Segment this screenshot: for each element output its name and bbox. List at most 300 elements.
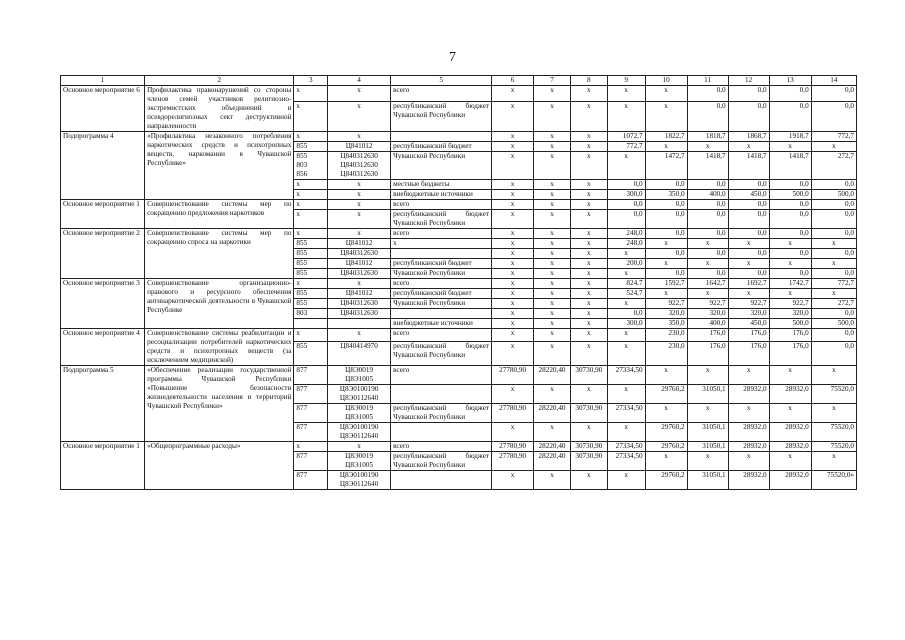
- value-cell: 0,0: [645, 229, 687, 239]
- funding-source-cell: [391, 385, 492, 404]
- value-cell: x: [570, 329, 607, 342]
- value-cell: x: [607, 385, 645, 404]
- value-cell: 0,0: [645, 200, 687, 210]
- value-cell: x: [607, 341, 645, 365]
- value-cell: 1692,7: [728, 279, 769, 289]
- value-cell: x: [570, 239, 607, 249]
- value-cell: x: [534, 259, 571, 269]
- value-cell: 1642,7: [687, 279, 728, 289]
- value-cell: x: [570, 269, 607, 279]
- value-cell: 30730,90: [570, 366, 607, 385]
- value-cell: 28932,0: [769, 442, 811, 452]
- header-cell: 1: [61, 76, 145, 86]
- table-row: [61, 366, 857, 385]
- value-cell: 0,0: [645, 210, 687, 229]
- value-cell: x: [769, 404, 811, 423]
- budget-code-cell: [328, 471, 391, 490]
- value-cell: 922,7: [687, 299, 728, 309]
- value-cell: 176,0: [728, 329, 769, 342]
- value-cell: x: [811, 452, 856, 471]
- value-cell: x: [811, 239, 856, 249]
- program-title-cell: «Профилактика незаконного потребления наркотических средств и психотропных веществ, наркомании в Чувашской Республике»: [145, 132, 294, 200]
- value-cell: x: [687, 239, 728, 249]
- admin-code-cell: x: [294, 86, 328, 102]
- admin-code-cell: 855: [294, 289, 328, 299]
- funding-source-cell: республиканский бюджет Чувашской Республики: [391, 404, 492, 423]
- value-cell: x: [728, 404, 769, 423]
- value-cell: 230,0: [645, 341, 687, 365]
- value-cell: x: [769, 259, 811, 269]
- value-cell: x: [570, 86, 607, 102]
- value-cell: x: [645, 404, 687, 423]
- value-cell: 30730,90: [570, 452, 607, 471]
- header-cell: 14: [811, 76, 856, 86]
- cell-line: Ц8Э0100190: [339, 385, 379, 393]
- budget-code-cell: Ц840414970: [328, 341, 391, 365]
- table-row: [61, 132, 857, 142]
- value-cell: 29760,2: [645, 471, 687, 490]
- value-cell: 1818,7: [687, 132, 728, 142]
- value-cell: x: [687, 452, 728, 471]
- value-cell: 248,0: [607, 229, 645, 239]
- cell-line: Ц840312630: [340, 152, 378, 160]
- admin-code-cell: x: [294, 132, 328, 142]
- table-row: [61, 86, 857, 102]
- value-cell: 28932,0: [728, 385, 769, 404]
- funding-source-cell: республиканский бюджет: [391, 142, 492, 152]
- funding-source-cell: внебюджетные источники: [391, 190, 492, 200]
- value-cell: x: [645, 366, 687, 385]
- value-cell: 1742,7: [769, 279, 811, 289]
- cell-line: Ц8Э0112640: [339, 432, 379, 440]
- value-cell: 30730,90: [570, 442, 607, 452]
- value-cell: 922,7: [645, 299, 687, 309]
- value-cell: 28220,40: [534, 452, 571, 471]
- budget-code-cell: Ц840312630: [328, 299, 391, 309]
- value-cell: x: [687, 259, 728, 269]
- header-cell: 9: [607, 76, 645, 86]
- value-cell: x: [607, 86, 645, 102]
- value-cell: x: [607, 471, 645, 490]
- value-cell: 922,7: [769, 299, 811, 309]
- value-cell: x: [492, 200, 534, 210]
- program-name-cell: Основное мероприятие 3: [61, 279, 145, 329]
- value-cell: 1418,7: [728, 152, 769, 180]
- value-cell: x: [492, 259, 534, 269]
- value-cell: 0,0: [811, 249, 856, 259]
- value-cell: 176,0: [687, 341, 728, 365]
- program-name-cell: Основное мероприятие 2: [61, 229, 145, 279]
- header-cell: 11: [687, 76, 728, 86]
- value-cell: 1418,7: [769, 152, 811, 180]
- value-cell: 28220,40: [534, 442, 571, 452]
- value-cell: x: [645, 289, 687, 299]
- value-cell: x: [534, 210, 571, 229]
- admin-code-cell: x: [294, 101, 328, 131]
- value-cell: 0,0: [728, 200, 769, 210]
- value-cell: x: [534, 341, 571, 365]
- funding-source-cell: [391, 132, 492, 142]
- cell-line: Ц8Э0100190: [339, 471, 379, 479]
- value-cell: 0,0: [728, 229, 769, 239]
- value-cell: x: [492, 279, 534, 289]
- value-cell: x: [769, 142, 811, 152]
- value-cell: x: [534, 289, 571, 299]
- budget-code-cell: Ц841012: [328, 259, 391, 269]
- admin-code-cell: 803: [294, 309, 328, 319]
- value-cell: 0,0: [769, 86, 811, 102]
- budget-code-cell: Ц840312630: [328, 249, 391, 259]
- value-cell: 28932,0: [728, 442, 769, 452]
- value-cell: 0,0: [645, 249, 687, 259]
- value-cell: 320,0: [687, 309, 728, 319]
- value-cell: x: [570, 299, 607, 309]
- value-cell: 28220,40: [534, 404, 571, 423]
- value-cell: 1868,7: [728, 132, 769, 142]
- value-cell: x: [811, 366, 856, 385]
- cell-line: Ц8Э0112640: [339, 480, 379, 488]
- value-cell: 0,0: [811, 180, 856, 190]
- budget-code-cell: [328, 319, 391, 329]
- value-cell: 0,0: [687, 229, 728, 239]
- value-cell: x: [534, 200, 571, 210]
- page-number: 7: [449, 50, 456, 65]
- value-cell: x: [570, 101, 607, 131]
- value-cell: x: [570, 249, 607, 259]
- value-cell: x: [645, 142, 687, 152]
- value-cell: x: [534, 229, 571, 239]
- value-cell: x: [570, 200, 607, 210]
- value-cell: 0,0: [607, 200, 645, 210]
- cell-line: 803: [296, 161, 308, 169]
- value-cell: x: [534, 309, 571, 319]
- budget-code-cell: x: [328, 101, 391, 131]
- value-cell: x: [492, 229, 534, 239]
- value-cell: 772,7: [607, 142, 645, 152]
- value-cell: 0,0: [728, 269, 769, 279]
- value-cell: 1072,7: [607, 132, 645, 142]
- value-cell: x: [534, 279, 571, 289]
- admin-code-cell: x: [294, 190, 328, 200]
- admin-code-cell: 877: [294, 385, 328, 404]
- table-row: [61, 200, 857, 210]
- value-cell: x: [769, 239, 811, 249]
- value-cell: x: [534, 471, 571, 490]
- value-cell: 75520,0: [811, 423, 856, 442]
- value-cell: 0,0: [769, 180, 811, 190]
- funding-source-cell: всего: [391, 366, 492, 385]
- budget-code-cell: x: [328, 180, 391, 190]
- value-cell: 29760,2: [645, 423, 687, 442]
- value-cell: x: [534, 132, 571, 142]
- budget-code-cell: Ц841012: [328, 289, 391, 299]
- value-cell: x: [769, 366, 811, 385]
- value-cell: 75520,0: [811, 385, 856, 404]
- budget-code-cell: [328, 152, 391, 180]
- value-cell: 0,0: [811, 200, 856, 210]
- admin-code-cell: 855: [294, 299, 328, 309]
- value-cell: x: [570, 259, 607, 269]
- value-cell: 230,0: [645, 329, 687, 342]
- header-cell: 7: [534, 76, 571, 86]
- value-cell: x: [728, 142, 769, 152]
- value-cell: x: [570, 190, 607, 200]
- value-cell: x: [570, 471, 607, 490]
- value-cell: 272,7: [811, 299, 856, 309]
- value-cell: 400,0: [687, 190, 728, 200]
- admin-code-cell: 855: [294, 239, 328, 249]
- value-cell: x: [607, 101, 645, 131]
- value-cell: 0,0: [769, 200, 811, 210]
- admin-code-cell: 877: [294, 366, 328, 385]
- value-cell: x: [492, 385, 534, 404]
- value-cell: x: [811, 142, 856, 152]
- value-cell: 0,0: [645, 180, 687, 190]
- value-cell: x: [728, 452, 769, 471]
- budget-code-cell: x: [328, 229, 391, 239]
- program-name-cell: Основное мероприятие 4: [61, 329, 145, 366]
- admin-code-cell: x: [294, 229, 328, 239]
- program-title-cell: «Общепрограммные расходы»: [145, 442, 294, 490]
- table-row: [61, 442, 857, 452]
- value-cell: x: [534, 239, 571, 249]
- value-cell: 0,0: [687, 249, 728, 259]
- value-cell: 300,0: [607, 319, 645, 329]
- value-cell: x: [492, 239, 534, 249]
- value-cell: x: [492, 319, 534, 329]
- value-cell: 500,0: [769, 190, 811, 200]
- value-cell: 0,0: [687, 180, 728, 190]
- cell-line: Ц8Э0100190: [339, 423, 379, 431]
- value-cell: x: [534, 86, 571, 102]
- value-cell: 176,0: [728, 341, 769, 365]
- admin-code-cell: 877: [294, 452, 328, 471]
- funding-source-cell: x: [391, 239, 492, 249]
- value-cell: 176,0: [769, 341, 811, 365]
- value-cell: 320,0: [645, 309, 687, 319]
- admin-code-cell: 855: [294, 259, 328, 269]
- value-cell: 31050,1: [687, 385, 728, 404]
- value-cell: x: [570, 142, 607, 152]
- value-cell: x: [570, 341, 607, 365]
- value-cell: x: [570, 289, 607, 299]
- value-cell: x: [607, 299, 645, 309]
- value-cell: 500,0: [769, 319, 811, 329]
- value-cell: x: [492, 132, 534, 142]
- value-cell: 29760,2: [645, 385, 687, 404]
- header-cell: 2: [145, 76, 294, 86]
- table-row: [61, 329, 857, 342]
- budget-code-cell: Ц840312630: [328, 269, 391, 279]
- admin-code-cell: x: [294, 180, 328, 190]
- funding-source-cell: Чувашской Республики: [391, 152, 492, 180]
- value-cell: x: [492, 180, 534, 190]
- value-cell: 0,0: [687, 269, 728, 279]
- value-cell: 0,0: [728, 180, 769, 190]
- value-cell: 320,0: [728, 309, 769, 319]
- funding-source-cell: республиканский бюджет: [391, 289, 492, 299]
- value-cell: 272,7: [811, 152, 856, 180]
- value-cell: x: [492, 210, 534, 229]
- cell-line: Ц8Э0112640: [339, 394, 379, 402]
- admin-code-cell: [294, 152, 328, 180]
- cell-line: Ц8Э0019: [345, 366, 374, 374]
- budget-code-cell: x: [328, 442, 391, 452]
- value-cell: x: [570, 309, 607, 319]
- value-cell: 0,0: [687, 210, 728, 229]
- value-cell: x: [570, 229, 607, 239]
- value-cell: x: [811, 289, 856, 299]
- value-cell: 0,0: [769, 210, 811, 229]
- budget-code-cell: x: [328, 279, 391, 289]
- value-cell: 0,0: [728, 101, 769, 131]
- value-cell: x: [607, 269, 645, 279]
- value-cell: 27780,90: [492, 404, 534, 423]
- value-cell: x: [607, 249, 645, 259]
- budget-code-cell: x: [328, 210, 391, 229]
- value-cell: 27334,50: [607, 442, 645, 452]
- value-cell: 400,0: [687, 319, 728, 329]
- cell-line: 856: [296, 170, 308, 178]
- value-cell: 350,0: [645, 319, 687, 329]
- value-cell: x: [534, 319, 571, 329]
- value-cell: x: [570, 132, 607, 142]
- budget-code-cell: Ц841012: [328, 239, 391, 249]
- budget-code-cell: x: [328, 329, 391, 342]
- value-cell: x: [492, 86, 534, 102]
- value-cell: 772,7: [811, 132, 856, 142]
- value-cell: x: [645, 86, 687, 102]
- cell-line: Ц8Э1005: [345, 413, 374, 421]
- value-cell: 450,0: [728, 319, 769, 329]
- value-cell: x: [570, 210, 607, 229]
- value-cell: x: [492, 152, 534, 180]
- program-name-cell: Подпрограмма 4: [61, 132, 145, 200]
- value-cell: x: [534, 190, 571, 200]
- budget-code-cell: x: [328, 86, 391, 102]
- value-cell: 28220,40: [534, 366, 571, 385]
- admin-code-cell: x: [294, 329, 328, 342]
- value-cell: 0,0: [645, 269, 687, 279]
- funding-source-cell: всего: [391, 442, 492, 452]
- value-cell: x: [811, 404, 856, 423]
- value-cell: 1418,7: [687, 152, 728, 180]
- value-cell: x: [728, 366, 769, 385]
- value-cell: x: [687, 142, 728, 152]
- program-name-cell: Основное мероприятие 1: [61, 442, 145, 490]
- value-cell: 31050,1: [687, 423, 728, 442]
- value-cell: x: [534, 385, 571, 404]
- funding-source-cell: республиканский бюджет: [391, 259, 492, 269]
- value-cell: x: [492, 101, 534, 131]
- value-cell: x: [534, 180, 571, 190]
- value-cell: 27334,50: [607, 404, 645, 423]
- program-title-cell: Профилактика правонарушений со стороны членов семей участников религиозно-экстремистских объединений и псевдорелигиозных сект деструктивной направленности: [145, 86, 294, 132]
- value-cell: x: [645, 452, 687, 471]
- value-cell: 30730,90: [570, 404, 607, 423]
- value-cell: 0,0: [728, 210, 769, 229]
- value-cell: 0,0: [687, 86, 728, 102]
- value-cell: x: [492, 329, 534, 342]
- value-cell: x: [607, 152, 645, 180]
- value-cell: 248,0: [607, 239, 645, 249]
- value-cell: 0,0: [811, 309, 856, 319]
- funding-source-cell: республиканский бюджет Чувашской Республики: [391, 101, 492, 131]
- value-cell: 0,0: [811, 341, 856, 365]
- value-cell: 0,0: [811, 229, 856, 239]
- value-cell: 0,0: [811, 210, 856, 229]
- value-cell: 0,0: [769, 229, 811, 239]
- header-cell: 5: [391, 76, 492, 86]
- budget-code-cell: [328, 452, 391, 471]
- value-cell: x: [492, 142, 534, 152]
- value-cell: 31050,1: [687, 471, 728, 490]
- value-cell: 0,0: [811, 86, 856, 102]
- admin-code-cell: x: [294, 210, 328, 229]
- header-cell: 4: [328, 76, 391, 86]
- budget-code-cell: x: [328, 190, 391, 200]
- value-cell: 176,0: [687, 329, 728, 342]
- admin-code-cell: 877: [294, 404, 328, 423]
- value-cell: x: [645, 239, 687, 249]
- value-cell: 0,0: [769, 269, 811, 279]
- funding-source-cell: всего: [391, 229, 492, 239]
- admin-code-cell: 855: [294, 341, 328, 365]
- value-cell: 27780,90: [492, 366, 534, 385]
- value-cell: x: [607, 329, 645, 342]
- value-cell: x: [534, 101, 571, 131]
- value-cell: 450,0: [728, 190, 769, 200]
- value-cell: 0,0: [687, 101, 728, 131]
- value-cell: 350,0: [645, 190, 687, 200]
- budget-code-cell: Ц840312630: [328, 309, 391, 319]
- admin-code-cell: 877: [294, 423, 328, 442]
- admin-code-cell: x: [294, 200, 328, 210]
- value-cell: x: [570, 423, 607, 442]
- funding-source-cell: [391, 471, 492, 490]
- cell-line: Ц8Э0019: [345, 404, 374, 412]
- funding-source-cell: республиканский бюджет Чувашской Республики: [391, 452, 492, 471]
- header-cell: 10: [645, 76, 687, 86]
- value-cell: x: [534, 152, 571, 180]
- value-cell: 0,0: [607, 180, 645, 190]
- value-cell: x: [492, 299, 534, 309]
- program-title-cell: Совершенствование организационно-правового и ресурсного обеспечения антинаркотической деятельности в Чувашской Республике: [145, 279, 294, 329]
- value-cell: 320,0: [769, 309, 811, 319]
- value-cell: 1822,7: [645, 132, 687, 142]
- admin-code-cell: x: [294, 279, 328, 289]
- value-cell: x: [570, 385, 607, 404]
- value-cell: x: [492, 190, 534, 200]
- budget-code-cell: [328, 366, 391, 385]
- admin-code-cell: 855: [294, 249, 328, 259]
- value-cell: x: [534, 423, 571, 442]
- value-cell: x: [728, 259, 769, 269]
- cell-line: Ц840312630: [340, 170, 378, 178]
- table-row: [61, 279, 857, 289]
- cell-line: Ц8Э1005: [345, 375, 374, 383]
- value-cell: x: [570, 319, 607, 329]
- funding-source-cell: республиканский бюджет Чувашской Республики: [391, 341, 492, 365]
- value-cell: 524,7: [607, 289, 645, 299]
- program-name-cell: Основное мероприятие 1: [61, 200, 145, 229]
- value-cell: x: [728, 289, 769, 299]
- program-title-cell: «Обеспечение реализации государственной программы Чувашской Республики «Повышение безопасности жизнедеятельности населения и территорий Чувашской Республики»: [145, 366, 294, 442]
- value-cell: 300,0: [607, 190, 645, 200]
- cell-line: Ц840312630: [340, 161, 378, 169]
- value-cell: 1918,7: [769, 132, 811, 142]
- admin-code-cell: 877: [294, 471, 328, 490]
